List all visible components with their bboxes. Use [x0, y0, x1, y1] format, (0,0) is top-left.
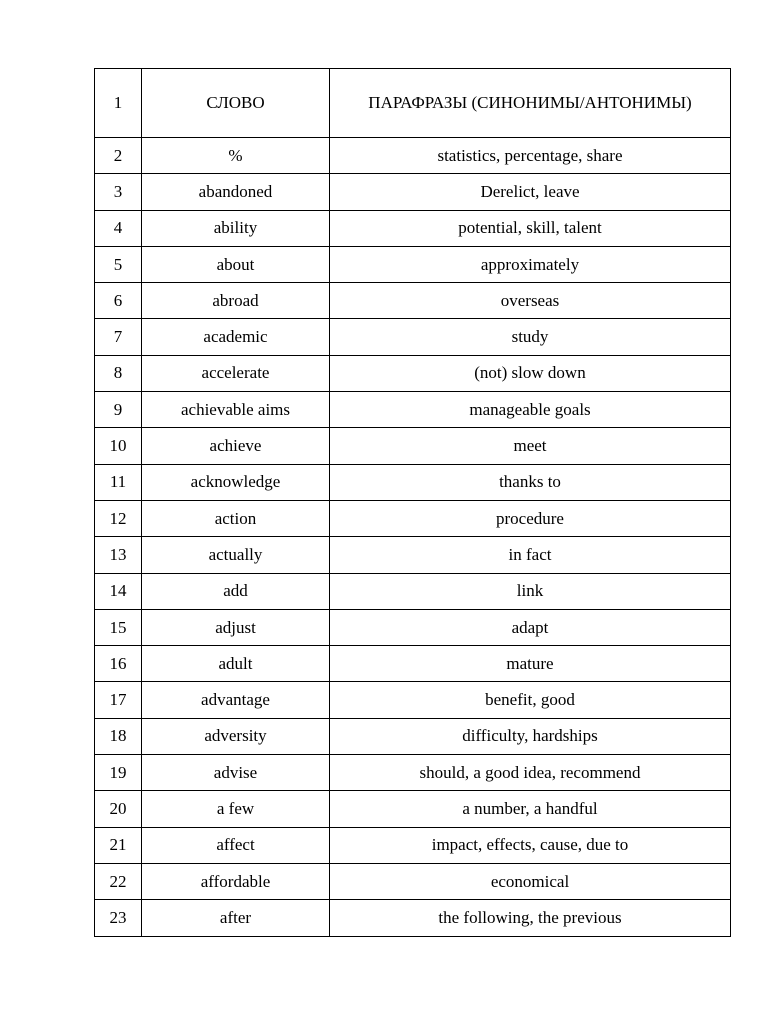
row-paraphrases-cell: benefit, good: [330, 682, 731, 718]
row-number-cell: 9: [95, 392, 142, 428]
row-word-cell: after: [142, 900, 330, 936]
row-paraphrases-cell: statistics, percentage, share: [330, 138, 731, 174]
row-word-cell: advantage: [142, 682, 330, 718]
row-paraphrases-cell: difficulty, hardships: [330, 718, 731, 754]
table-row: [95, 428, 731, 464]
row-paraphrases-cell: the following, the previous: [330, 900, 731, 936]
row-word-cell: abroad: [142, 283, 330, 319]
row-paraphrases-cell: impact, effects, cause, due to: [330, 827, 731, 863]
row-paraphrases-cell: manageable goals: [330, 392, 731, 428]
row-paraphrases-cell: thanks to: [330, 464, 731, 500]
row-number-cell: 15: [95, 609, 142, 645]
table-row: [95, 827, 731, 863]
row-word-cell: a few: [142, 791, 330, 827]
table-row: [95, 319, 731, 355]
row-word-cell: abandoned: [142, 174, 330, 210]
table-row: [95, 355, 731, 391]
table-row: [95, 210, 731, 246]
row-word-cell: acknowledge: [142, 464, 330, 500]
row-number-cell: 7: [95, 319, 142, 355]
table-row: [95, 718, 731, 754]
table-row: [95, 646, 731, 682]
row-paraphrases-cell: in fact: [330, 537, 731, 573]
row-number-cell: 17: [95, 682, 142, 718]
vocabulary-table-body: [95, 69, 731, 937]
row-number-cell: 13: [95, 537, 142, 573]
vocabulary-table: [94, 68, 731, 937]
row-word-cell: academic: [142, 319, 330, 355]
row-number-cell: 16: [95, 646, 142, 682]
table-row: [95, 464, 731, 500]
header-number-cell: 1: [95, 69, 142, 138]
row-number-cell: 12: [95, 500, 142, 536]
row-number-cell: 4: [95, 210, 142, 246]
row-word-cell: adversity: [142, 718, 330, 754]
row-paraphrases-cell: procedure: [330, 500, 731, 536]
row-number-cell: 18: [95, 718, 142, 754]
row-number-cell: 8: [95, 355, 142, 391]
row-paraphrases-cell: study: [330, 319, 731, 355]
header-paraphrases-cell: ПАРАФРАЗЫ (СИНОНИМЫ/АНТОНИМЫ): [330, 69, 731, 138]
table-row: [95, 573, 731, 609]
row-paraphrases-cell: Derelict, leave: [330, 174, 731, 210]
row-word-cell: actually: [142, 537, 330, 573]
table-row: [95, 174, 731, 210]
table-row: [95, 791, 731, 827]
row-number-cell: 14: [95, 573, 142, 609]
row-paraphrases-cell: potential, skill, talent: [330, 210, 731, 246]
row-paraphrases-cell: adapt: [330, 609, 731, 645]
table-row: [95, 755, 731, 791]
table-row: [95, 392, 731, 428]
row-number-cell: 10: [95, 428, 142, 464]
row-word-cell: adult: [142, 646, 330, 682]
table-row: [95, 138, 731, 174]
row-word-cell: about: [142, 246, 330, 282]
row-word-cell: achievable aims: [142, 392, 330, 428]
row-number-cell: 6: [95, 283, 142, 319]
header-word-cell: СЛОВО: [142, 69, 330, 138]
row-word-cell: add: [142, 573, 330, 609]
row-paraphrases-cell: overseas: [330, 283, 731, 319]
table-row: [95, 283, 731, 319]
row-number-cell: 19: [95, 755, 142, 791]
row-paraphrases-cell: economical: [330, 863, 731, 899]
row-number-cell: 20: [95, 791, 142, 827]
table-header-row: [95, 69, 731, 138]
row-number-cell: 3: [95, 174, 142, 210]
row-number-cell: 23: [95, 900, 142, 936]
row-word-cell: achieve: [142, 428, 330, 464]
row-word-cell: advise: [142, 755, 330, 791]
row-word-cell: %: [142, 138, 330, 174]
row-paraphrases-cell: meet: [330, 428, 731, 464]
row-word-cell: affect: [142, 827, 330, 863]
row-paraphrases-cell: a number, a handful: [330, 791, 731, 827]
row-number-cell: 22: [95, 863, 142, 899]
row-paraphrases-cell: approximately: [330, 246, 731, 282]
row-word-cell: ability: [142, 210, 330, 246]
row-word-cell: action: [142, 500, 330, 536]
row-paraphrases-cell: should, a good idea, recommend: [330, 755, 731, 791]
table-row: [95, 500, 731, 536]
row-word-cell: accelerate: [142, 355, 330, 391]
row-number-cell: 2: [95, 138, 142, 174]
row-number-cell: 21: [95, 827, 142, 863]
row-paraphrases-cell: mature: [330, 646, 731, 682]
table-row: [95, 682, 731, 718]
table-row: [95, 609, 731, 645]
row-number-cell: 5: [95, 246, 142, 282]
row-paraphrases-cell: (not) slow down: [330, 355, 731, 391]
row-number-cell: 11: [95, 464, 142, 500]
table-row: [95, 246, 731, 282]
row-word-cell: adjust: [142, 609, 330, 645]
table-row: [95, 900, 731, 936]
table-row: [95, 537, 731, 573]
table-row: [95, 863, 731, 899]
row-word-cell: affordable: [142, 863, 330, 899]
row-paraphrases-cell: link: [330, 573, 731, 609]
